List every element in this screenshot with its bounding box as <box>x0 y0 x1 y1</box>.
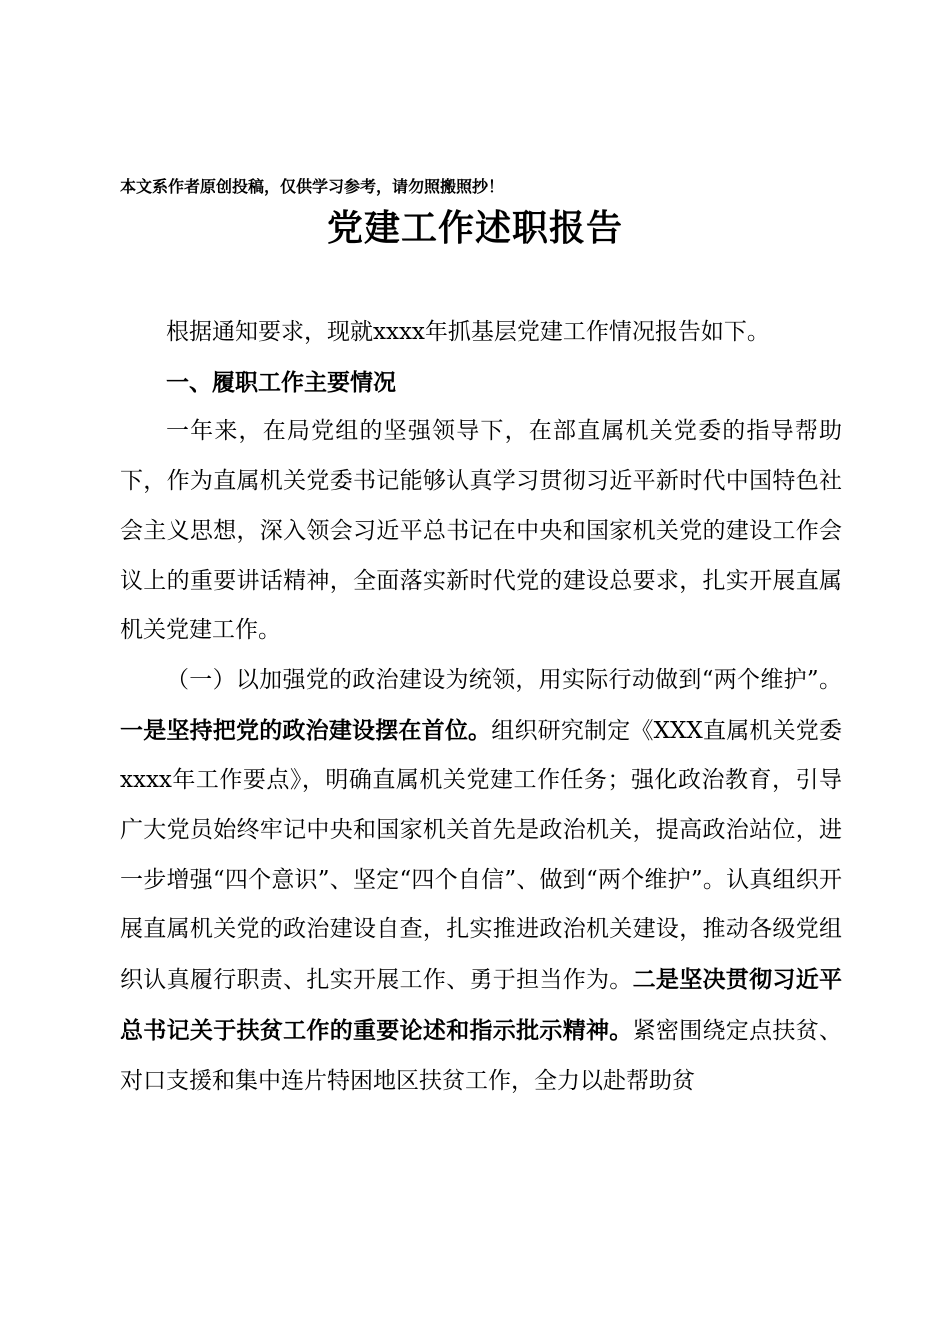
point-one-heading: 一是坚持把党的政治建设摆在首位。 <box>120 716 492 744</box>
point-two-heading: 二是坚决贯彻习近平总书记关于扶贫工作的重要论述和指示批示精神。 <box>120 966 843 1044</box>
section-paragraph: 一年来，在局党组的坚强领导下，在部直属机关党委的指导帮助下，作为直属机关党委书记能够认真学习贯彻习近平新时代中国特色社会主义思想，深入领会习近平总书记在中央和国家机关党的建设工作会议上的重要讲话精神，全面落实新时代党的建设总要求，扎实开展直属机关党建工作。 <box>120 418 842 644</box>
point-one-text: 组织研究制定《XXX直属机关党委xxxx年工作要点》，明确直属机关党建工作任务；强化政治教育，引导广大党员始终牢记中央和国家机关首先是政治机关，提高政治站位，进一步增强“四个意识”、坚定“四个自信”、做到“两个维护”。认真组织开展直属机关党的政治建设自查，扎实推进政治机关建设，推动各级党组织认真履行职责、扎实开展工作、勇于担当作为。 <box>120 717 843 994</box>
subsection-paragraph <box>120 656 842 1106</box>
document-body <box>120 308 842 1106</box>
copyright-notice: 本文系作者原创投稿，仅供学习参考，请勿照搬照抄！ <box>120 177 505 196</box>
intro-paragraph: 根据通知要求，现就xxxx年抓基层党建工作情况报告如下。 <box>166 319 770 345</box>
section-heading: 一、履职工作主要情况 <box>166 368 396 396</box>
subsection-lead: （一）以加强党的政治建设为统领，用实际行动做到“两个维护”。 <box>166 666 842 693</box>
point-two-text: 紧密围绕定点扶贫、对口支援和集中连片特困地区扶贫工作，全力以赴帮助贫 <box>120 1017 843 1094</box>
page-title: 党建工作述职报告 <box>326 207 623 249</box>
